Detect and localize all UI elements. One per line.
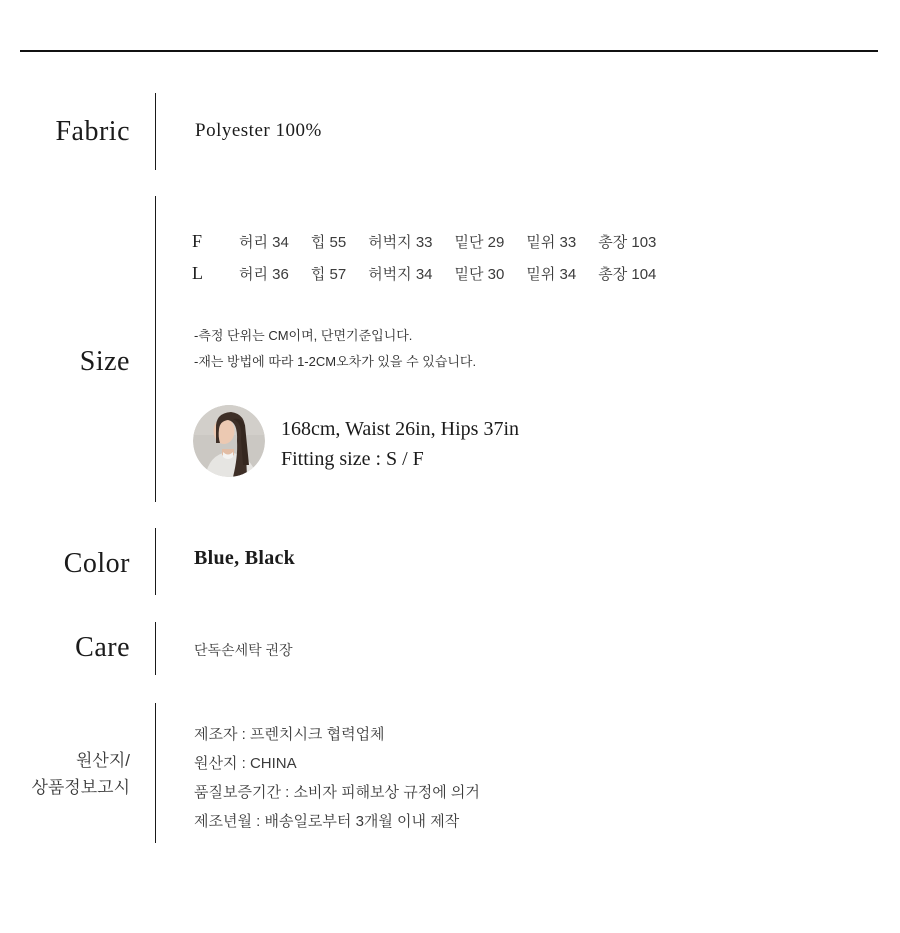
fabric-section-label: Fabric <box>55 116 130 147</box>
fabric-section-divider <box>155 93 156 170</box>
measurement-rise: 밑위 33 <box>526 234 577 251</box>
size-note-unit: -측정 단위는 CM이며, 단면기준입니다. <box>194 328 413 343</box>
measurement-waist: 허리 34 <box>239 234 289 251</box>
fitting-size: Fitting size : S / F <box>281 448 424 470</box>
color-value: Blue, Black <box>194 547 296 569</box>
size-notes <box>194 323 476 375</box>
size-measurements <box>239 263 656 284</box>
color-section-divider <box>155 528 156 595</box>
measurement-rise: 밑위 34 <box>526 266 577 283</box>
origin-label-line1: 원산지/ <box>76 751 130 770</box>
measurement-hem: 밑단 30 <box>454 266 505 283</box>
care-section-divider <box>155 622 156 675</box>
size-table-row-l <box>192 263 656 295</box>
model-portrait-icon <box>193 405 265 477</box>
model-fitting-info <box>281 414 519 474</box>
model-spec: 168cm, Waist 26in, Hips 37in <box>281 418 520 440</box>
measurement-length: 총장 104 <box>598 266 657 283</box>
origin-warranty: 품질보증기간 : 소비자 피해보상 규정에 의거 <box>194 784 480 801</box>
measurement-hip: 힙 57 <box>310 266 347 283</box>
measurement-hip: 힙 55 <box>310 234 347 251</box>
care-value: 단독손세탁 권장 <box>194 642 293 658</box>
size-letter: F <box>192 231 203 251</box>
measurement-waist: 허리 36 <box>239 266 289 283</box>
fabric-value: Polyester 100% <box>195 120 322 141</box>
size-section-divider <box>155 196 156 502</box>
top-divider-rule <box>20 50 878 52</box>
size-letter: L <box>192 263 203 283</box>
size-table-row-f <box>192 231 656 263</box>
size-measurement-table <box>192 231 656 295</box>
measurement-thigh: 허벅지 34 <box>368 266 433 283</box>
origin-info-list <box>194 720 480 836</box>
origin-section-label <box>0 747 130 801</box>
origin-label-line2: 상품정보고시 <box>31 778 130 797</box>
size-measurements <box>239 231 656 252</box>
measurement-thigh: 허벅지 33 <box>368 234 433 251</box>
measurement-length: 총장 103 <box>598 234 657 251</box>
care-section-label: Care <box>75 632 130 663</box>
size-note-tolerance: -재는 방법에 따라 1-2CM오차가 있을 수 있습니다. <box>194 354 477 369</box>
measurement-hem: 밑단 29 <box>454 234 505 251</box>
size-section-label: Size <box>79 346 130 377</box>
origin-manufacturer: 제조자 : 프렌치시크 협력업체 <box>194 726 385 743</box>
origin-section-divider <box>155 703 156 843</box>
model-avatar <box>193 405 265 477</box>
color-section-label: Color <box>63 548 130 579</box>
origin-country: 원산지 : CHINA <box>194 755 297 772</box>
origin-mfg-date: 제조년월 : 배송일로부터 3개월 이내 제작 <box>194 813 460 830</box>
